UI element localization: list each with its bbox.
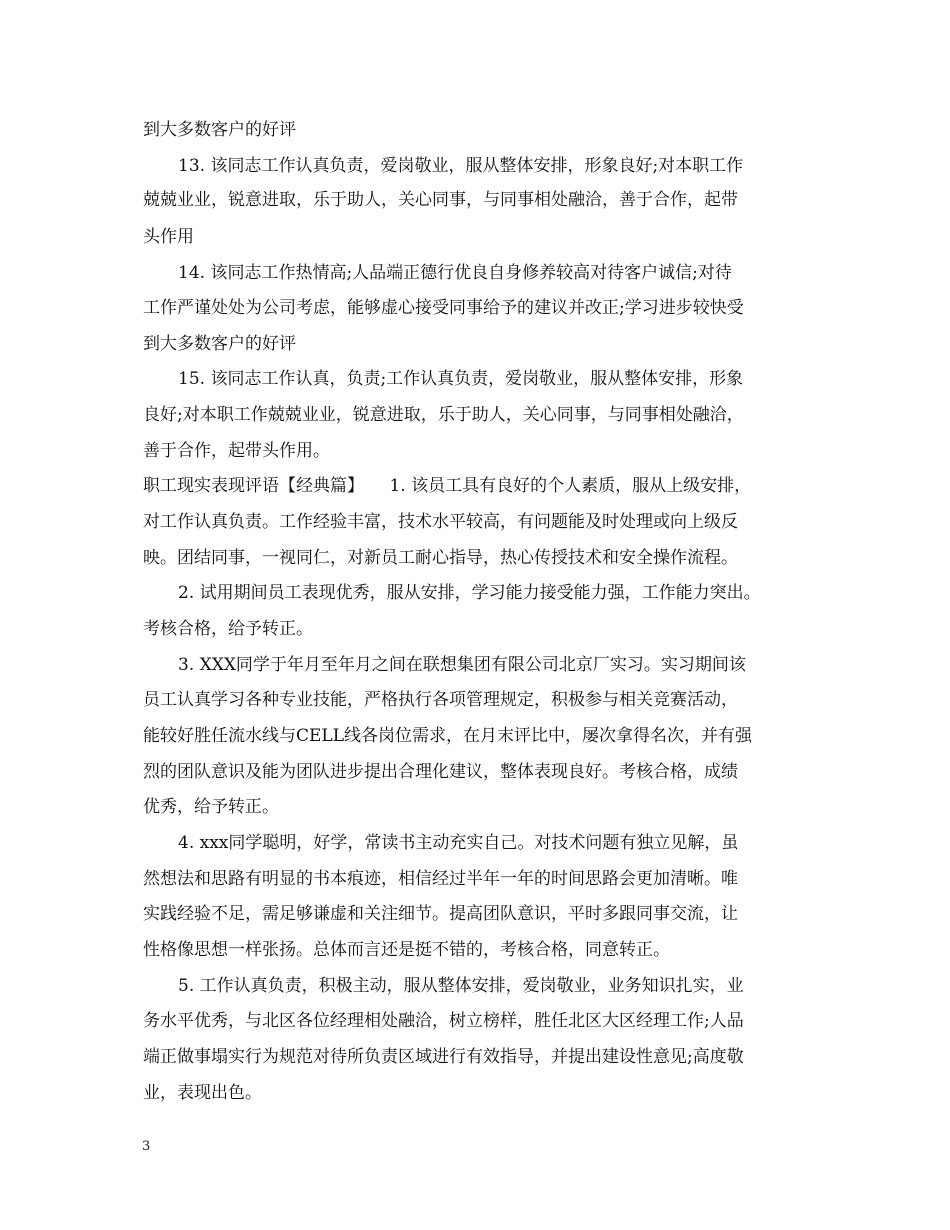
text-line: 能较好胜任流水线与CELL线各岗位需求，在月末评比中，屡次拿得名次，并有强 xyxy=(143,726,752,746)
text-line: 性格像思想一样张扬。总体而言还是挺不错的，考核合格，同意转正。 xyxy=(143,940,670,960)
text-line: 员工认真学习各种专业技能，严格执行各项管理规定，积极参与相关竞赛活动， xyxy=(143,690,738,710)
text-line: 善于合作，起带头作用。 xyxy=(143,441,330,461)
text-line: 到大多数客户的好评 xyxy=(143,120,296,140)
paragraph-4-line: 4. xxx同学聪明，好学，常读书主动充实自己。对技术问题有独立见解，虽 xyxy=(178,833,739,853)
text-line: 对工作认真负责。工作经验丰富，技术水平较高，有问题能及时处理或向上级反 xyxy=(143,512,738,532)
text-line: 映。团结同事，一视同仁，对新员工耐心指导，热心传授技术和安全操作流程。 xyxy=(143,548,738,568)
paragraph-14-line: 14. 该同志工作热情高;人品端正德行优良自身修养较高对待客户诚信;对待 xyxy=(178,263,732,283)
paragraph-2-line: 2. 试用期间员工表现优秀，服从安排，学习能力接受能力强，工作能力突出。 xyxy=(178,583,761,603)
text-line: 良好;对本职工作兢兢业业，锐意进取，乐于助人，关心同事，与同事相处融洽， xyxy=(143,405,744,425)
text-line: 烈的团队意识及能为团队进步提出合理化建议，整体表现良好。考核合格，成绩 xyxy=(143,762,738,782)
page-number: 3 xyxy=(142,1139,151,1154)
text-line: 兢兢业业，锐意进取，乐于助人，关心同事，与同事相处融洽，善于合作，起带 xyxy=(143,190,738,210)
text-line: 考核合格，给予转正。 xyxy=(143,619,313,639)
text-line: 务水平优秀，与北区各位经理相处融洽，树立榜样，胜任北区大区经理工作;人品 xyxy=(143,1011,744,1031)
text-line: 到大多数客户的好评 xyxy=(143,334,296,354)
text-line: 端正做事塌实行为规范对待所负责区域进行有效指导，并提出建设性意见;高度敬 xyxy=(143,1047,744,1067)
paragraph-13-line: 13. 该同志工作认真负责，爱岗敬业，服从整体安排，形象良好;对本职工作 xyxy=(178,156,744,176)
text-line: 业，表现出色。 xyxy=(143,1083,262,1103)
text-line: 工作严谨处处为公司考虑，能够虚心接受同事给予的建议并改正;学习进步较快受 xyxy=(143,298,744,318)
text-line: 优秀，给予转正。 xyxy=(143,797,279,817)
text-line: 实践经验不足，需足够谦虚和关注细节。提高团队意识，平时多跟同事交流，让 xyxy=(143,904,738,924)
paragraph-5-line: 5. 工作认真负责，积极主动，服从整体安排，爱岗敬业，业务知识扎实，业 xyxy=(178,976,744,996)
paragraph-3-line: 3. XXX同学于年月至年月之间在联想集团有限公司北京厂实习。实习期间该 xyxy=(178,655,746,675)
paragraph-15-line: 15. 该同志工作认真，负责;工作认真负责，爱岗敬业，服从整体安排，形象 xyxy=(178,369,744,389)
section-heading-line: 职工现实表现评语【经典篇】 1. 该员工具有良好的个人素质，服从上级安排， xyxy=(143,476,752,496)
text-line: 头作用 xyxy=(143,227,194,247)
text-line: 然想法和思路有明显的书本痕迹，相信经过半年一年的时间思路会更加清晰。唯 xyxy=(143,869,738,889)
